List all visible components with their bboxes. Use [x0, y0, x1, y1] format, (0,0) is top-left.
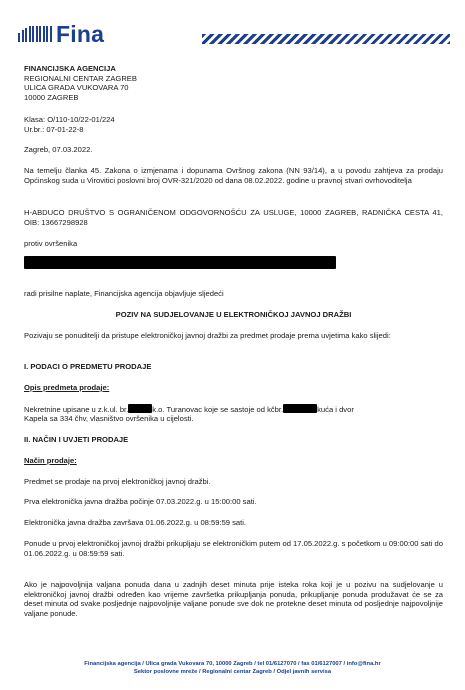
subject-line-2: Kapela sa 334 čhv, vlasništvo ovršenika u cijelosti.: [24, 414, 194, 423]
sender-street: ULICA GRADA VUKOVARA 70: [24, 83, 129, 92]
method-paragraph-3: Elektronička javna dražba završava 01.06.2022.g. u 08:59:59 sati.: [24, 518, 247, 527]
method-paragraph-4: Ponude u prvoj elektroničkoj javnoj dražbi prikupljaju se elektroničkim putem od 17.05.2022.g. s početkom u 09:00:00 sati do 01.06.2022.g. u 08:59:59 sati.: [24, 539, 443, 558]
method-paragraph-5: Ako je najpovoljnija valjana ponuda dana u zadnjih deset minuta prije isteka roka koji je u pozivu na sudjelovanje u elektroničkoj javnoj dražbi određen kao vrijeme završetka prikupljanja ponuda, prikupljanje ponuda produžavat će se za deset minuta od svake posljednje najpovoljnije valjane ponude sve dok ne protekne deset minuta od posljednje najpovoljnije valjane ponude.: [24, 580, 443, 618]
invite-paragraph: Pozivaju se ponuditelji da pristupe elektroničkoj javnoj dražbi za predmet prodaje prema uvjetima kako slijedi:: [24, 331, 391, 340]
sender-center: REGIONALNI CENTAR ZAGREB: [24, 73, 137, 83]
method-heading: Način prodaje:: [24, 456, 77, 465]
method-paragraph-2: Prva elektronička javna dražba počinje 07.03.2022.g. u 15:00:00 sati.: [24, 497, 257, 506]
debtor-redaction: [24, 256, 336, 269]
subject-line-1: [24, 404, 443, 415]
klasa-line: Klasa: O/110-10/22-01/224: [24, 115, 115, 124]
footer-contact-line: Financijska agencija / Ulica grada Vukovara 70, 10000 Zagreb / tel 01/6127070 / fax 01/6127007 / info@fina.hr: [84, 661, 381, 667]
subject-heading: Opis predmeta prodaje:: [24, 383, 110, 392]
reason-line: radi prisilne naplate, Financijska agencija objavljuje sljedeći: [24, 289, 224, 298]
sender-city: 10000 ZAGREB: [24, 92, 79, 102]
plot-redaction: [283, 404, 317, 413]
subject-text-c: kuća i dvor: [317, 405, 354, 414]
footer-department-line: Sektor poslovne mreže / Regionalni centar Zagreb / Odjel javnih servisa: [133, 669, 332, 675]
section-2-heading: II. NAČIN I UVJETI PRODAJE: [24, 435, 129, 444]
header-stripe: [202, 34, 450, 44]
logo-wordmark: Fina: [56, 20, 105, 47]
fina-logo: [18, 22, 104, 46]
subject-text-a: Nekretnine upisane u z.k.ul. br.: [24, 405, 129, 414]
notice-title: POZIV NA SUDJELOVANJE U ELEKTRONIČKOJ JAVNOJ DRAŽBI: [115, 310, 352, 319]
urbr-line: Ur.br.: 07-01-22-8: [24, 125, 84, 134]
parcel-redaction: [128, 404, 152, 413]
against-line: protiv ovršenika: [24, 239, 78, 248]
section-1-heading: I. PODACI O PREDMETU PRODAJE: [24, 362, 152, 371]
creditor-paragraph: H-ABDUCO DRUŠTVO S OGRANIČENOM ODGOVORNOŠĆU ZA USLUGE, 10000 ZAGREB, RADNIČKA CESTA 41, OIB: 13667298928: [24, 208, 443, 227]
logo-bars-icon: [18, 26, 53, 42]
place-date: Zagreb, 07.03.2022.: [24, 145, 93, 154]
intro-paragraph: Na temelju članka 45. Zakona o izmjenama i dopunama Ovršnog zakona (NN 93/14), a u povodu zahtjeva za prodaju Općinskog suda u Virovitici poslovni broj OVR-321/2020 od dana 08.02.2022. godine u pravnoj stvari ovrhovoditelja: [24, 166, 443, 185]
method-paragraph-1: Predmet se prodaje na prvoj elektroničkoj javnoj dražbi.: [24, 477, 211, 486]
sender-org-name: FINANCIJSKA AGENCIJA: [24, 64, 116, 73]
subject-text-b: k.o. Turanovac koje se sastoje od kčbr.: [152, 405, 284, 414]
